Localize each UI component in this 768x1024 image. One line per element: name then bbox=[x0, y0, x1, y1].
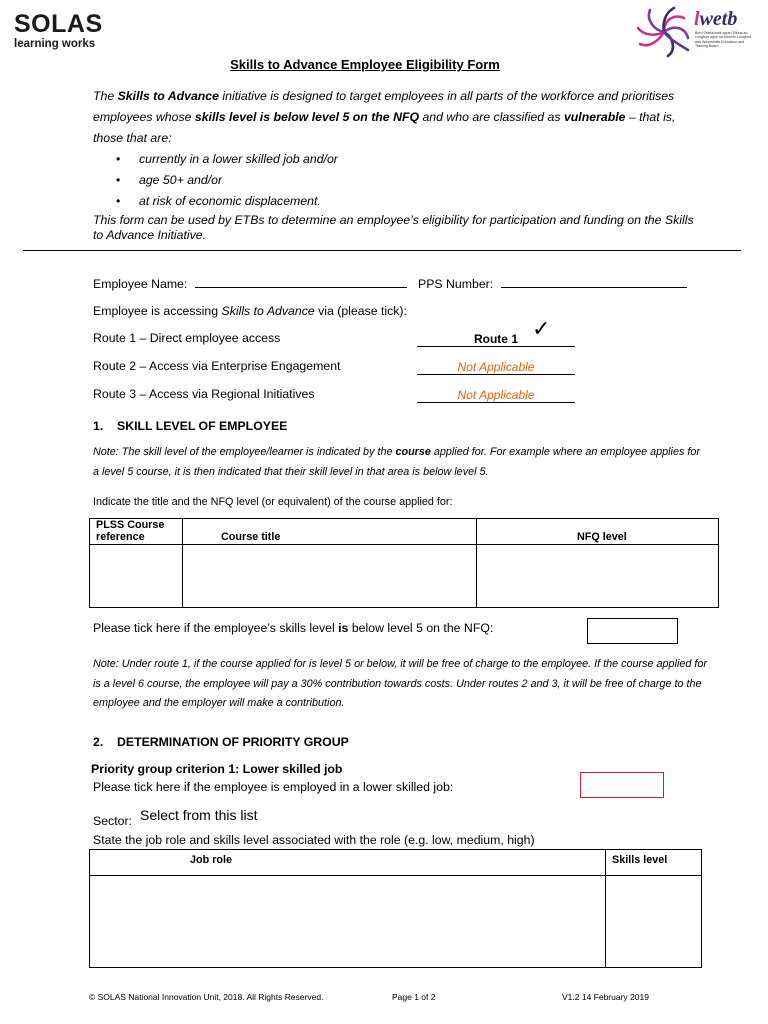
form-title: Skills to Advance Employee Eligibility Form bbox=[230, 57, 500, 72]
route-3-field[interactable] bbox=[417, 386, 575, 403]
skills-level-cell[interactable] bbox=[606, 876, 702, 968]
solas-logo-text: SOLAS bbox=[14, 10, 103, 38]
checkmark-icon: ✓ bbox=[532, 316, 551, 341]
course-title-cell[interactable] bbox=[183, 545, 477, 608]
lower-skilled-tickbox[interactable] bbox=[580, 772, 664, 798]
column-header-nfq: NFQ level bbox=[477, 519, 719, 545]
route-1-label: Route 1 – Direct employee access bbox=[93, 331, 281, 345]
nfq-level-cell[interactable] bbox=[477, 545, 719, 608]
list-item: • age 50+ and/or bbox=[139, 170, 703, 191]
employee-name-field[interactable] bbox=[195, 276, 407, 288]
pps-number-row bbox=[418, 276, 687, 291]
table-row bbox=[90, 545, 719, 608]
solas-logo bbox=[14, 12, 103, 50]
intro-note: This form can be used by ETBs to determine an employee’s eligibility for participation and funding on the Skills to Advance Initiative. bbox=[93, 213, 694, 242]
lower-skilled-tick-text: Please tick here if the employee is employed in a lower skilled job: bbox=[93, 780, 454, 794]
divider bbox=[23, 250, 741, 251]
section-1-note: Note: The skill level of the employee/learner is indicated by the course applied for. For example where an employee applies for a level 5 course, it is then indicated that their skill level in that area is below level 5. bbox=[93, 446, 700, 478]
column-header-job-role: Job role bbox=[90, 850, 606, 876]
job-role-cell[interactable] bbox=[90, 876, 606, 968]
employee-name-label: Employee Name: bbox=[93, 277, 188, 291]
lwetb-logo bbox=[636, 6, 758, 58]
route-3-value: Not Applicable bbox=[457, 388, 535, 402]
plss-reference-cell[interactable] bbox=[90, 545, 183, 608]
route-1-value: Route 1 bbox=[473, 332, 518, 346]
lwetb-logo-text: lwetb bbox=[694, 8, 738, 30]
route-2-field[interactable] bbox=[417, 358, 575, 375]
footer-version: V1.2 14 February 2019 bbox=[562, 992, 649, 1002]
route-2-label: Route 2 – Access via Enterprise Engagement bbox=[93, 359, 341, 373]
section-1-note-2: Note: Under route 1, if the course applied for is level 5 or below, it will be free of charge to the employee. If the course applied for is a level 6 course, the employee will pay a 30% contribution towards costs. Under routes 2 and 3, it will be free of charge to the employee and the employer will make a contribution. bbox=[93, 658, 707, 709]
column-header-course-title: Course title bbox=[183, 519, 477, 545]
vulnerable-criteria-list bbox=[93, 149, 703, 212]
lwetb-swirl-icon bbox=[636, 6, 692, 58]
section-1-heading: 1. SKILL LEVEL OF EMPLOYEE bbox=[93, 419, 288, 433]
criterion-1-heading: Priority group criterion 1: Lower skilled job bbox=[91, 762, 343, 776]
route-3-label: Route 3 – Access via Regional Initiatives bbox=[93, 387, 315, 401]
lwetb-subtitle: Bord Oideachais agus Oiliúna an Longfoirt agus na hIarmhí Longford and Westmeath Education and Training Board bbox=[695, 31, 752, 49]
course-instruction: Indicate the title and the NFQ level (or equivalent) of the course applied for: bbox=[93, 496, 453, 508]
footer-page-number: Page 1 of 2 bbox=[392, 992, 436, 1002]
employee-name-row bbox=[93, 276, 407, 291]
sector-label: Sector: bbox=[93, 814, 132, 828]
skills-tick-text: Please tick here if the employee’s skills level is below level 5 on the NFQ: bbox=[93, 621, 494, 635]
section-2-heading: 2. DETERMINATION OF PRIORITY GROUP bbox=[93, 735, 349, 749]
route-2-value: Not Applicable bbox=[457, 360, 535, 374]
table-row bbox=[90, 876, 702, 968]
course-table bbox=[89, 518, 719, 608]
footer-copyright: © SOLAS National Innovation Unit, 2018. All Rights Reserved. bbox=[89, 992, 324, 1002]
skills-below-level5-tickbox[interactable] bbox=[587, 618, 678, 644]
list-item: • at risk of economic displacement. bbox=[139, 191, 703, 212]
route-1-field[interactable] bbox=[417, 316, 575, 347]
sector-select[interactable]: Select from this list bbox=[140, 807, 258, 823]
list-item: • currently in a lower skilled job and/or bbox=[139, 149, 703, 170]
solas-tagline: learning works bbox=[14, 38, 96, 50]
column-header-skills-level: Skills level bbox=[606, 850, 702, 876]
job-role-instruction: State the job role and skills level associated with the role (e.g. low, medium, high) bbox=[93, 833, 535, 847]
job-role-table bbox=[89, 849, 702, 968]
intro-text bbox=[93, 86, 703, 243]
access-instruction: Employee is accessing Skills to Advance via (please tick): bbox=[93, 304, 407, 318]
intro-paragraph: The Skills to Advance initiative is designed to target employees in all parts of the workforce and prioritises employees whose skills level is below level 5 on the NFQ and who are classified as vulnerable – that is, those that are: bbox=[93, 89, 676, 145]
pps-number-field[interactable] bbox=[501, 276, 687, 288]
pps-number-label: PPS Number: bbox=[418, 277, 494, 291]
column-header-plss: PLSS Course reference bbox=[90, 519, 183, 545]
